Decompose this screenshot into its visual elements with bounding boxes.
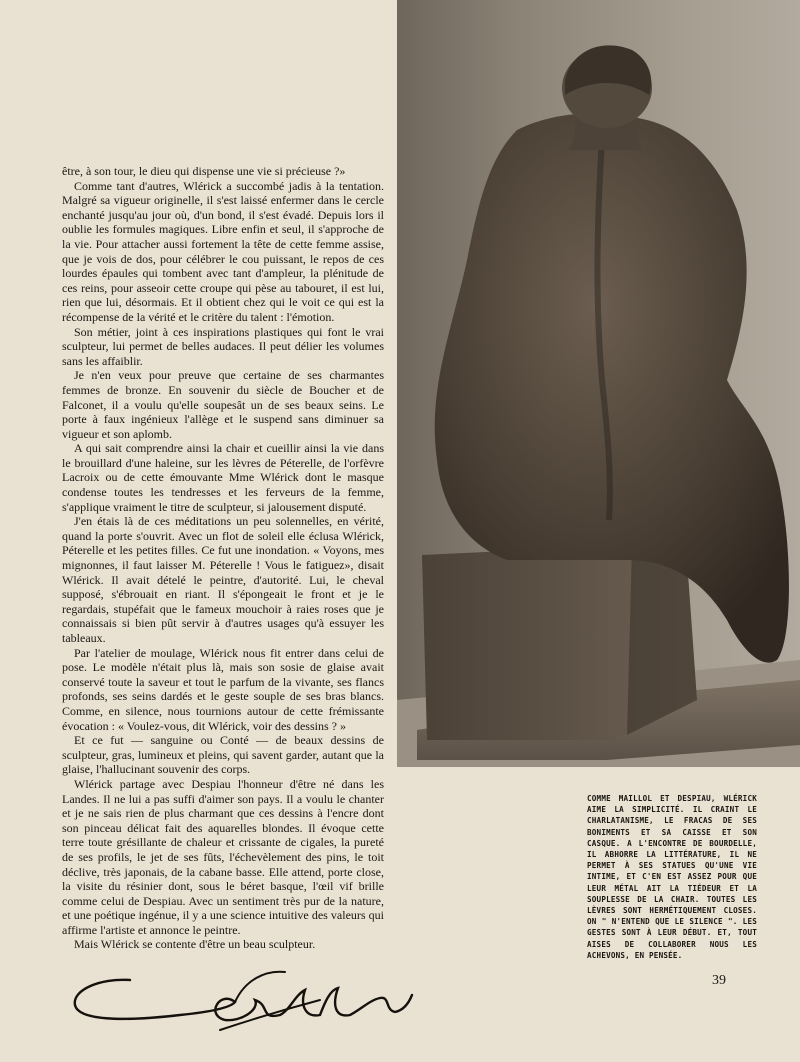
article-body bbox=[62, 164, 384, 952]
article-paragraph: Son métier, joint à ces inspirations plastiques qui font le vrai sculpteur, lui permet de belles audaces. Il peut délier les volumes sans les affaiblir. bbox=[62, 324, 384, 368]
article-paragraph: Mais Wlérick se contente d'être un beau sculpteur. bbox=[74, 937, 316, 952]
page-number: 39 bbox=[712, 973, 726, 988]
article-paragraph: être, à son tour, le dieu qui dispense une vie si précieuse ?» bbox=[62, 164, 346, 178]
article-paragraph: Par l'atelier de moulage, Wlérick nous fit entrer dans celui de pose. Le modèle n'était plus là, mais son sosie de glaise avait conservé toute la saveur et tout le parfum de la vivante, ses flancs profonds, ses seins dardés et le geste souple de ses bras blancs. Comme, en silence, nous tournions autour de cette frémissante évocation : « Voulez-vous, dit Wlérick, voir des dessins ? » bbox=[62, 645, 384, 733]
seated-woman-sculpture-illustration bbox=[397, 0, 800, 767]
sculpture-photo bbox=[397, 0, 800, 767]
author-signature bbox=[60, 960, 420, 1040]
article-paragraph: J'en étais là de ces méditations un peu solennelles, en vérité, quand la porte s'ouvrit. Avec un flot de soleil elle éclusa Wlérick, Péterelle et les petites filles. Ce fut une inondation. « Voyons, mes mignonnes, il faut laisser M. Péterelle ! Vous le fatiguez», disait Wlérick. Il avait dételé le peintre, d'autorité. Lui, le cheval supposé, s'ébrouait en riant. Il s'épongeait le front et je le regardais, stupéfait que le fameux mouchoir à raies roses que je connaissais si bien pût servir à d'autres usages qu'à essuyer les tableaux. bbox=[62, 514, 384, 645]
article-paragraph: A qui sait comprendre ainsi la chair et cueillir ainsi la vie dans le brouillard d'une haleine, sur les lèvres de Péterelle, de l'orfèvre Lacroix ou de cette émouvante Mme Wlérick dont le masque condense toutes les tendresses et les ferveurs de la femme, s'applique vraiment le titre de sculpteur, si jalousement disputé. bbox=[62, 441, 384, 514]
article-paragraph: Je n'en veux pour preuve que certaine de ses charmantes femmes de bronze. En souvenir du siècle de Boucher et de Falconet, il a voulu qu'elle soupesât un de ses beaux seins. Le porte à faux ingénieux l'allège et le suspend sans diminuer sa vigueur et son aplomb. bbox=[62, 368, 384, 441]
photo-caption: COMME MAILLOL ET DESPIAU, WLÉRICK AIME LA SIMPLICITÉ. IL CRAINT LE CHARLATANISME, LE FRACAS DE SES BONIMENTS ET SA CAISSE ET SON CASQUE. A L'ENCONTRE DE BOURDELLE, IL ABHORRE LA LITTÉRATURE, IL NE PERMET À SES STATUES QU'UNE VIE INTIME, ET C'EN EST ASSEZ POUR QUE LEUR MÉTAL AIT LA TIÉDEUR ET LA SOUPLESSE DE LA CHAIR. TOUTES LES LÈVRES SONT HERMÉTIQUEMENT CLOSES. ON " N'ENTEND QUE LE SILENCE ". LES GESTES SONT À LEUR DÉBUT. ET, TOUT AISES DE COLLABORER NOUS LES ACHEVONS, EN PENSÉE. bbox=[587, 794, 757, 960]
article-paragraph: Comme tant d'autres, Wlérick a succombé jadis à la tentation. Malgré sa vigueur originelle, il s'est laissé enfermer dans le cercle enchanté jusqu'au jour où, d'un bond, il s'est évadé. Depuis lors il oublie les formules magiques. Libre enfin et seul, il s'approche de la vie. Pour attacher aussi fortement la tête de cette femme assise, que je vois de dos, pour célébrer le cou puissant, le repos de ces lourdes épaules qui tombent avec tant d'ampleur, la plénitude de ces reins, pour asseoir cette croupe qui pèse au tabouret, il est lui, rien que lui, désormais. Et il obtient chez qui le voit ce qui est la récompense de la vérité et le critère du talent : l'émotion. bbox=[62, 178, 384, 324]
article-paragraph: Et ce fut — sanguine ou Conté — de beaux dessins de sculpteur, gras, lumineux et pleins, qui savent garder, autant que la glaise, l'hallucinant souvenir des corps. bbox=[62, 733, 384, 777]
article-paragraph: Wlérick partage avec Despiau l'honneur d'être né dans les Landes. Il ne lui a pas suffi d'aimer son pays. Il a voulu le chanter et je ne sais rien de plus charmant que ces dessins à l'encre dont son pinceau délicat fait des aquarelles blondes. Il évoque cette terre toute grésillante de chaleur et crissante de cigales, la pureté de ses profils, le jet de ses fûts, l'échevèlement des pins, le toit déclive, très japonais, de la cabane basse. Elle attend, porte close, la visite du résinier dont, sous le béret basque, l'œil vif brille comme celui de Despiau. Avec un sentiment très pur de la nature, et une poétique ingénue, il y a une science intuitive des valeurs qui affirme l'artiste et annonce le peintre. bbox=[62, 776, 384, 937]
